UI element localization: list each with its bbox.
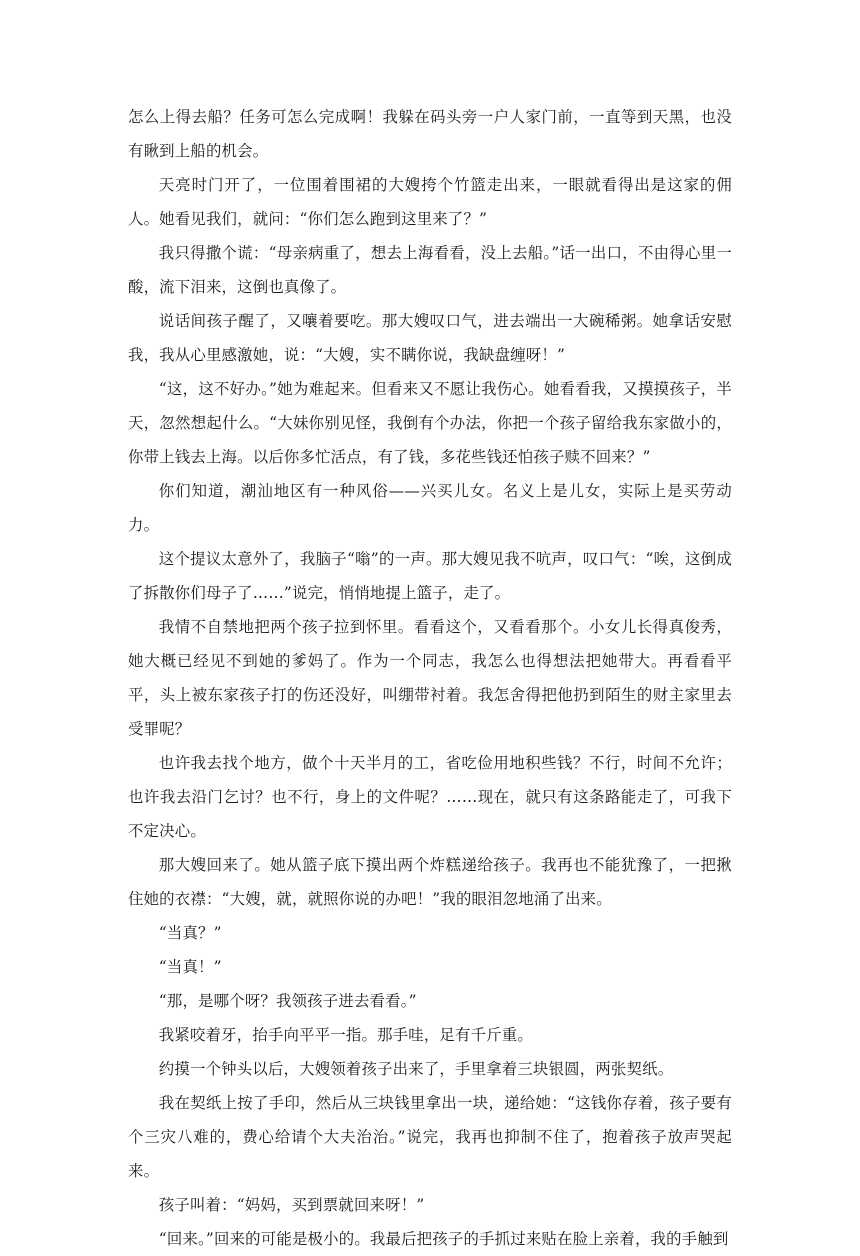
paragraph: “回来。”回来的可能是极小的。我最后把孩子的手抓过来贴在脸上亲着，我的手触到: [158, 1230, 729, 1248]
paragraph: 天亮时门开了，一位围着围裙的大嫂挎个竹篮走出来，一眼就看得出是这家的佣人。她看见我们，就问：“你们怎么跑到这里来了？”: [128, 176, 732, 228]
paragraph: 这个提议太意外了，我脑子“嗡”的一声。那大嫂见我不吭声，叹口气：“唉，这倒成了拆散你们母子了……”说完，悄悄地提上篮子，走了。: [128, 550, 732, 602]
paragraph: “这，这不好办。”她为难起来。但看来又不愿让我伤心。她看看我，又摸摸孩子，半天，忽然想起什么。“大妹你别见怪，我倒有个办法，你把一个孩子留给我东家做小的，你带上钱去上海。以后你多忙活点，有了钱，多花些钱还怕孩子赎不回来？”: [128, 380, 732, 466]
paragraph: 我情不自禁地把两个孩子拉到怀里。看看这个，又看看那个。小女儿长得真俊秀，她大概已经见不到她的爹妈了。作为一个同志，我怎么也得想法把她带大。再看看平平，头上被东家孩子打的伤还没好，叫绷带衬着。我怎舍得把他扔到陌生的财主家里去受罪呢？: [128, 618, 732, 738]
article-body: [128, 100, 732, 1256]
paragraph: 怎么上得去船？任务可怎么完成啊！我躲在码头旁一户人家门前，一直等到天黑，也没有瞅到上船的机会。: [128, 108, 732, 160]
paragraph: “当真！”: [158, 958, 222, 976]
paragraph: 我只得撒个谎：“母亲病重了，想去上海看看，没上去船。”话一出口，不由得心里一酸，流下泪来，这倒也真像了。: [128, 244, 732, 296]
paragraph: 说话间孩子醒了，又嚷着要吃。那大嫂叹口气，进去端出一大碗稀粥。她拿话安慰我，我从心里感激她，说：“大嫂，实不瞒你说，我缺盘缠呀！”: [128, 312, 732, 364]
paragraph: 那大嫂回来了。她从篮子底下摸出两个炸糕递给孩子。我再也不能犹豫了，一把揪住她的衣襟：“大嫂，就，就照你说的办吧！”我的眼泪忽地涌了出来。: [128, 856, 732, 908]
paragraph: 孩子叫着：“妈妈，买到票就回来呀！”: [158, 1196, 425, 1214]
paragraph: “那，是哪个呀？我领孩子进去看看。”: [158, 992, 417, 1010]
paragraph: 我在契纸上按了手印，然后从三块钱里拿出一块，递给她：“这钱你存着，孩子要有个三灾八难的，费心给请个大夫治治。”说完，我再也抑制不住了，抱着孩子放声哭起来。: [128, 1094, 732, 1180]
paragraph: 约摸一个钟头以后，大嫂领着孩子出来了，手里拿着三块银圆，两张契纸。: [158, 1060, 674, 1078]
paragraph: 你们知道，潮汕地区有一种风俗——兴买儿女。名义上是儿女，实际上是买劳动力。: [128, 482, 732, 534]
paragraph: 我紧咬着牙，抬手向平平一指。那手哇，足有千斤重。: [158, 1026, 533, 1044]
paragraph: “当真？”: [158, 924, 222, 942]
paragraph: 也许我去找个地方，做个十天半月的工，省吃俭用地积些钱？不行，时间不允许；也许我去沿门乞讨？也不行，身上的文件呢？……现在，就只有这条路能走了，可我下不定决心。: [128, 754, 732, 840]
